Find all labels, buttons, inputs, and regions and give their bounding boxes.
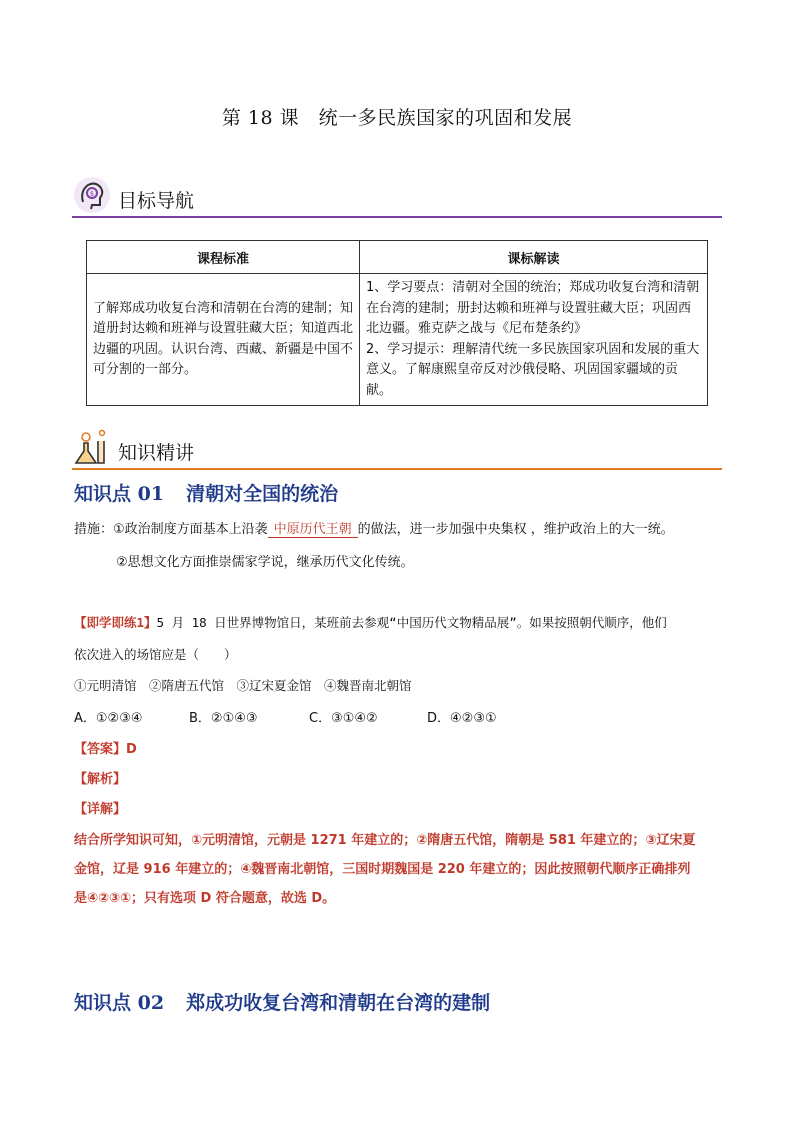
practice-items: ①元明清馆 ②隋唐五代馆 ③辽宋夏金馆 ④魏晋南北朝馆 bbox=[74, 678, 412, 693]
practice-stem-text: 5 月 18 日世界博物馆日，某班前去参观“中国历代文物精品展”。如果按照朝代顺序，他们 bbox=[156, 615, 667, 630]
option-c: C．③①④② bbox=[309, 711, 378, 726]
option-a: A．①②③④ bbox=[74, 711, 143, 726]
knowledge-point-title: 郑成功收复台湾和清朝在台湾的建制 bbox=[186, 992, 491, 1014]
section-header-goals bbox=[72, 178, 722, 218]
knowledge-point-heading bbox=[74, 479, 338, 506]
detail-explanation bbox=[74, 826, 722, 913]
option-d: D．④②③① bbox=[427, 711, 497, 726]
interpretation-cell: 1、学习要点：清朝对全国的统治；郑成功收复台湾和清朝在台湾的建制；册封达赖和班禅与设置驻藏大臣；巩固西北边疆。雅克萨之战与《尼布楚条约》 2、学习提示：理解清代统一多民族国家巩固和发展的重大意义。了解康熙皇帝反对沙俄侵略、巩固国家疆域的贡献。 bbox=[360, 274, 708, 406]
section-divider bbox=[72, 468, 722, 470]
fill-blank-answer: 中原历代王朝 bbox=[268, 518, 358, 538]
option-b: B．②①④③ bbox=[189, 711, 258, 726]
answer-line bbox=[74, 738, 137, 757]
measure-suffix: 的做法，进一步加强中央集权 ，维护政治上的大一统。 bbox=[357, 522, 674, 537]
measure-prefix: 措施：①政治制度方面基本上沿袭 bbox=[74, 522, 268, 537]
detail-line: 金馆，辽是 916 年建立的；④魏晋南北朝馆，三国时期魏国是 220 年建立的；因此按照朝代顺序正确排列 bbox=[74, 862, 691, 877]
measure-line-2: ②思想文化方面推崇儒家学说，继承历代文化传统。 bbox=[116, 555, 414, 570]
section-label: 目标导航 bbox=[118, 190, 195, 212]
practice-tag: 【即学即练1】 bbox=[74, 615, 157, 630]
standards-table bbox=[86, 240, 708, 406]
standard-cell: 了解郑成功收复台湾和清朝在台湾的建制；知道册封达赖和班禅与设置驻藏大臣；知道西北边疆的巩固。认识台湾、西藏、新疆是中国不可分割的一部分。 bbox=[87, 274, 360, 406]
page-title: 第 18 课 统一多民族国家的巩固和发展 bbox=[221, 107, 573, 129]
answer-tag: 【答案】 bbox=[74, 742, 127, 757]
section-divider bbox=[72, 216, 722, 218]
detail-tag: 【详解】 bbox=[74, 802, 127, 817]
detail-line: 是④②③①；只有选项 D 符合题意，故选 D。 bbox=[74, 891, 336, 906]
measure-line-1 bbox=[74, 518, 674, 538]
flask-icon bbox=[72, 427, 112, 467]
practice-stem-1 bbox=[74, 613, 734, 631]
practice-stem-2: 依次进入的场馆应是（ ） bbox=[74, 647, 237, 662]
knowledge-point-title: 清朝对全国的统治 bbox=[186, 483, 339, 505]
section-header-knowledge bbox=[72, 430, 722, 470]
knowledge-point-number: 知识点 02 bbox=[74, 992, 165, 1014]
brain-gear-icon bbox=[72, 175, 112, 215]
knowledge-point-number: 知识点 01 bbox=[74, 483, 165, 505]
section-label: 知识精讲 bbox=[118, 442, 195, 464]
answer-value: D bbox=[126, 742, 137, 757]
table-header: 课程标准 bbox=[87, 241, 360, 274]
knowledge-point-heading bbox=[74, 988, 490, 1015]
detail-line: 结合所学知识可知，①元明清馆，元朝是 1271 年建立的；②隋唐五代馆，隋朝是 581 年建立的；③辽宋夏 bbox=[74, 833, 696, 848]
svg-text:$: $ bbox=[89, 190, 95, 198]
table-header: 课标解读 bbox=[360, 241, 708, 274]
analysis-tag: 【解析】 bbox=[74, 772, 127, 787]
